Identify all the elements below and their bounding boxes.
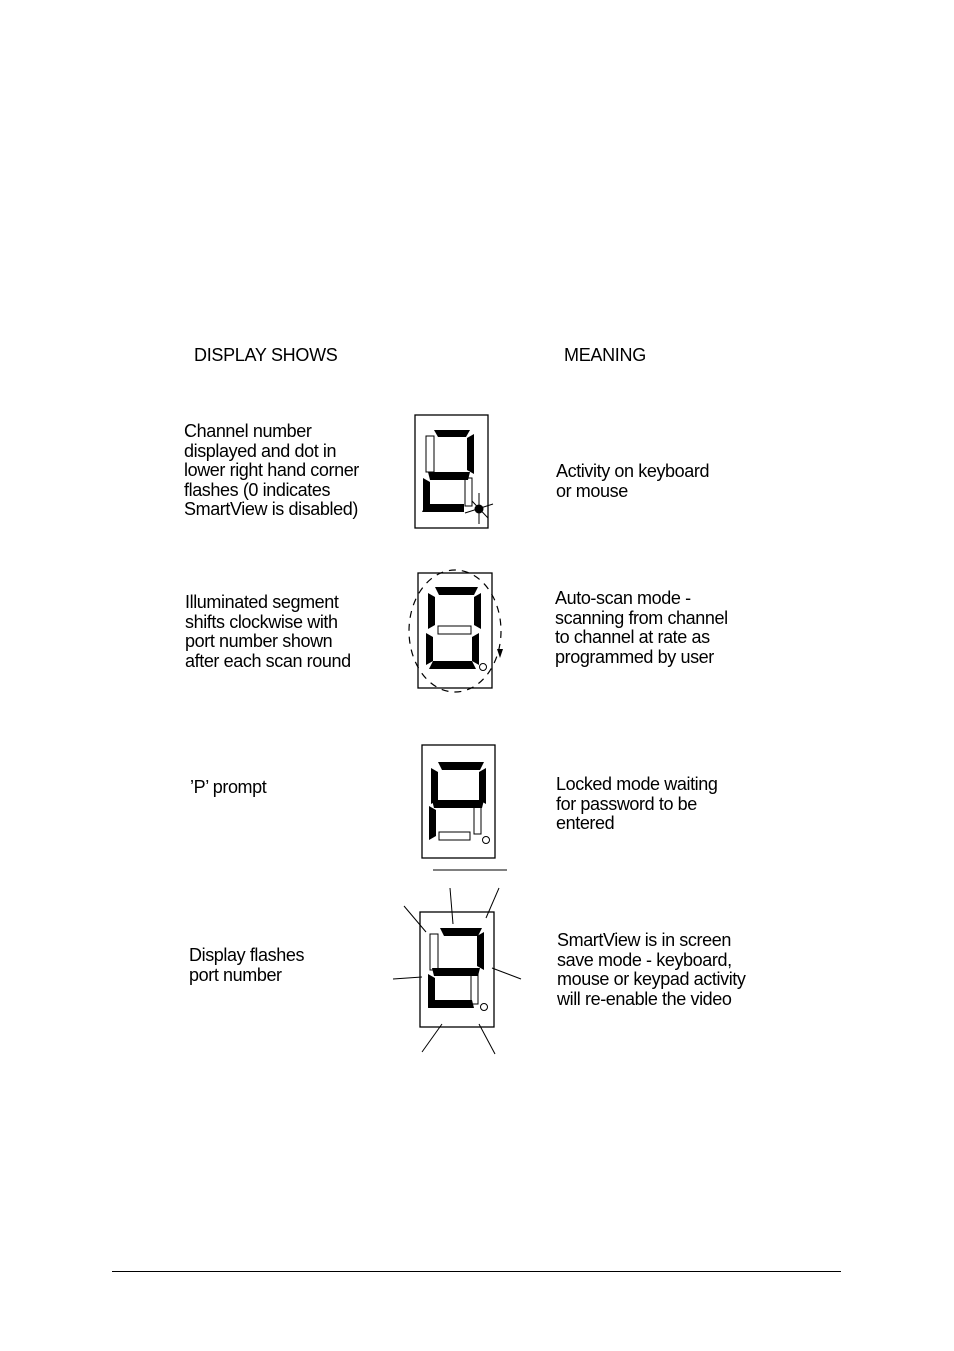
row3-meaning-line: Locked mode waiting <box>556 774 718 794</box>
row4-meaning-line: will re-enable the video <box>557 988 732 1009</box>
row2-meaning-line: Auto-scan mode - <box>555 588 691 608</box>
row2-meaning-line: to channel at rate as <box>555 627 710 647</box>
row1-display-line: flashes (0 indicates <box>184 479 331 500</box>
row4-display-line: port number <box>189 964 282 985</box>
auto-scan-display-illustration <box>402 565 512 695</box>
screen-save-display-illustration <box>388 884 528 1064</box>
row4-meaning-line: SmartView is in screen <box>557 930 731 950</box>
row3-display-description <box>190 778 266 798</box>
row2-meaning <box>555 589 728 667</box>
row4-meaning <box>557 931 746 1009</box>
row2-display-description <box>185 593 351 671</box>
row2-meaning-line: programmed by user <box>555 646 714 667</box>
display-shows-header: DISPLAY SHOWS <box>194 345 338 365</box>
row3-display-line: ’P’ prompt <box>190 777 267 797</box>
row2-display-line: Illuminated segment <box>185 592 339 612</box>
row3-meaning-line: entered <box>556 813 615 833</box>
row1-display-line: SmartView is disabled) <box>184 499 358 519</box>
row1-meaning <box>556 462 709 501</box>
meaning-header: MEANING <box>564 345 646 365</box>
row2-display-line: after each scan round <box>185 650 351 671</box>
p-prompt-display-illustration <box>414 738 514 878</box>
row1-meaning-line: Activity on keyboard <box>556 461 710 481</box>
row1-display-line: Channel number <box>184 421 312 441</box>
row2-display-line: port number shown <box>185 631 333 651</box>
row1-display-description <box>184 422 359 520</box>
row2-meaning-line: scanning from channel <box>555 607 728 628</box>
row1-display-line: lower right hand corner <box>184 460 359 480</box>
row1-display-line: displayed and dot in <box>184 440 337 461</box>
row4-display-line: Display flashes <box>189 945 305 965</box>
row3-meaning-line: for password to be <box>556 793 697 814</box>
row4-meaning-line: mouse or keypad activity <box>557 969 746 989</box>
row2-display-line: shifts clockwise with <box>185 611 338 632</box>
row1-meaning-line: or mouse <box>556 480 628 501</box>
channel-dot-display-illustration <box>408 410 498 530</box>
footer-rule <box>112 1271 841 1272</box>
row4-display-description <box>189 946 304 985</box>
row3-meaning <box>556 775 718 834</box>
row4-meaning-line: save mode - keyboard, <box>557 949 732 970</box>
